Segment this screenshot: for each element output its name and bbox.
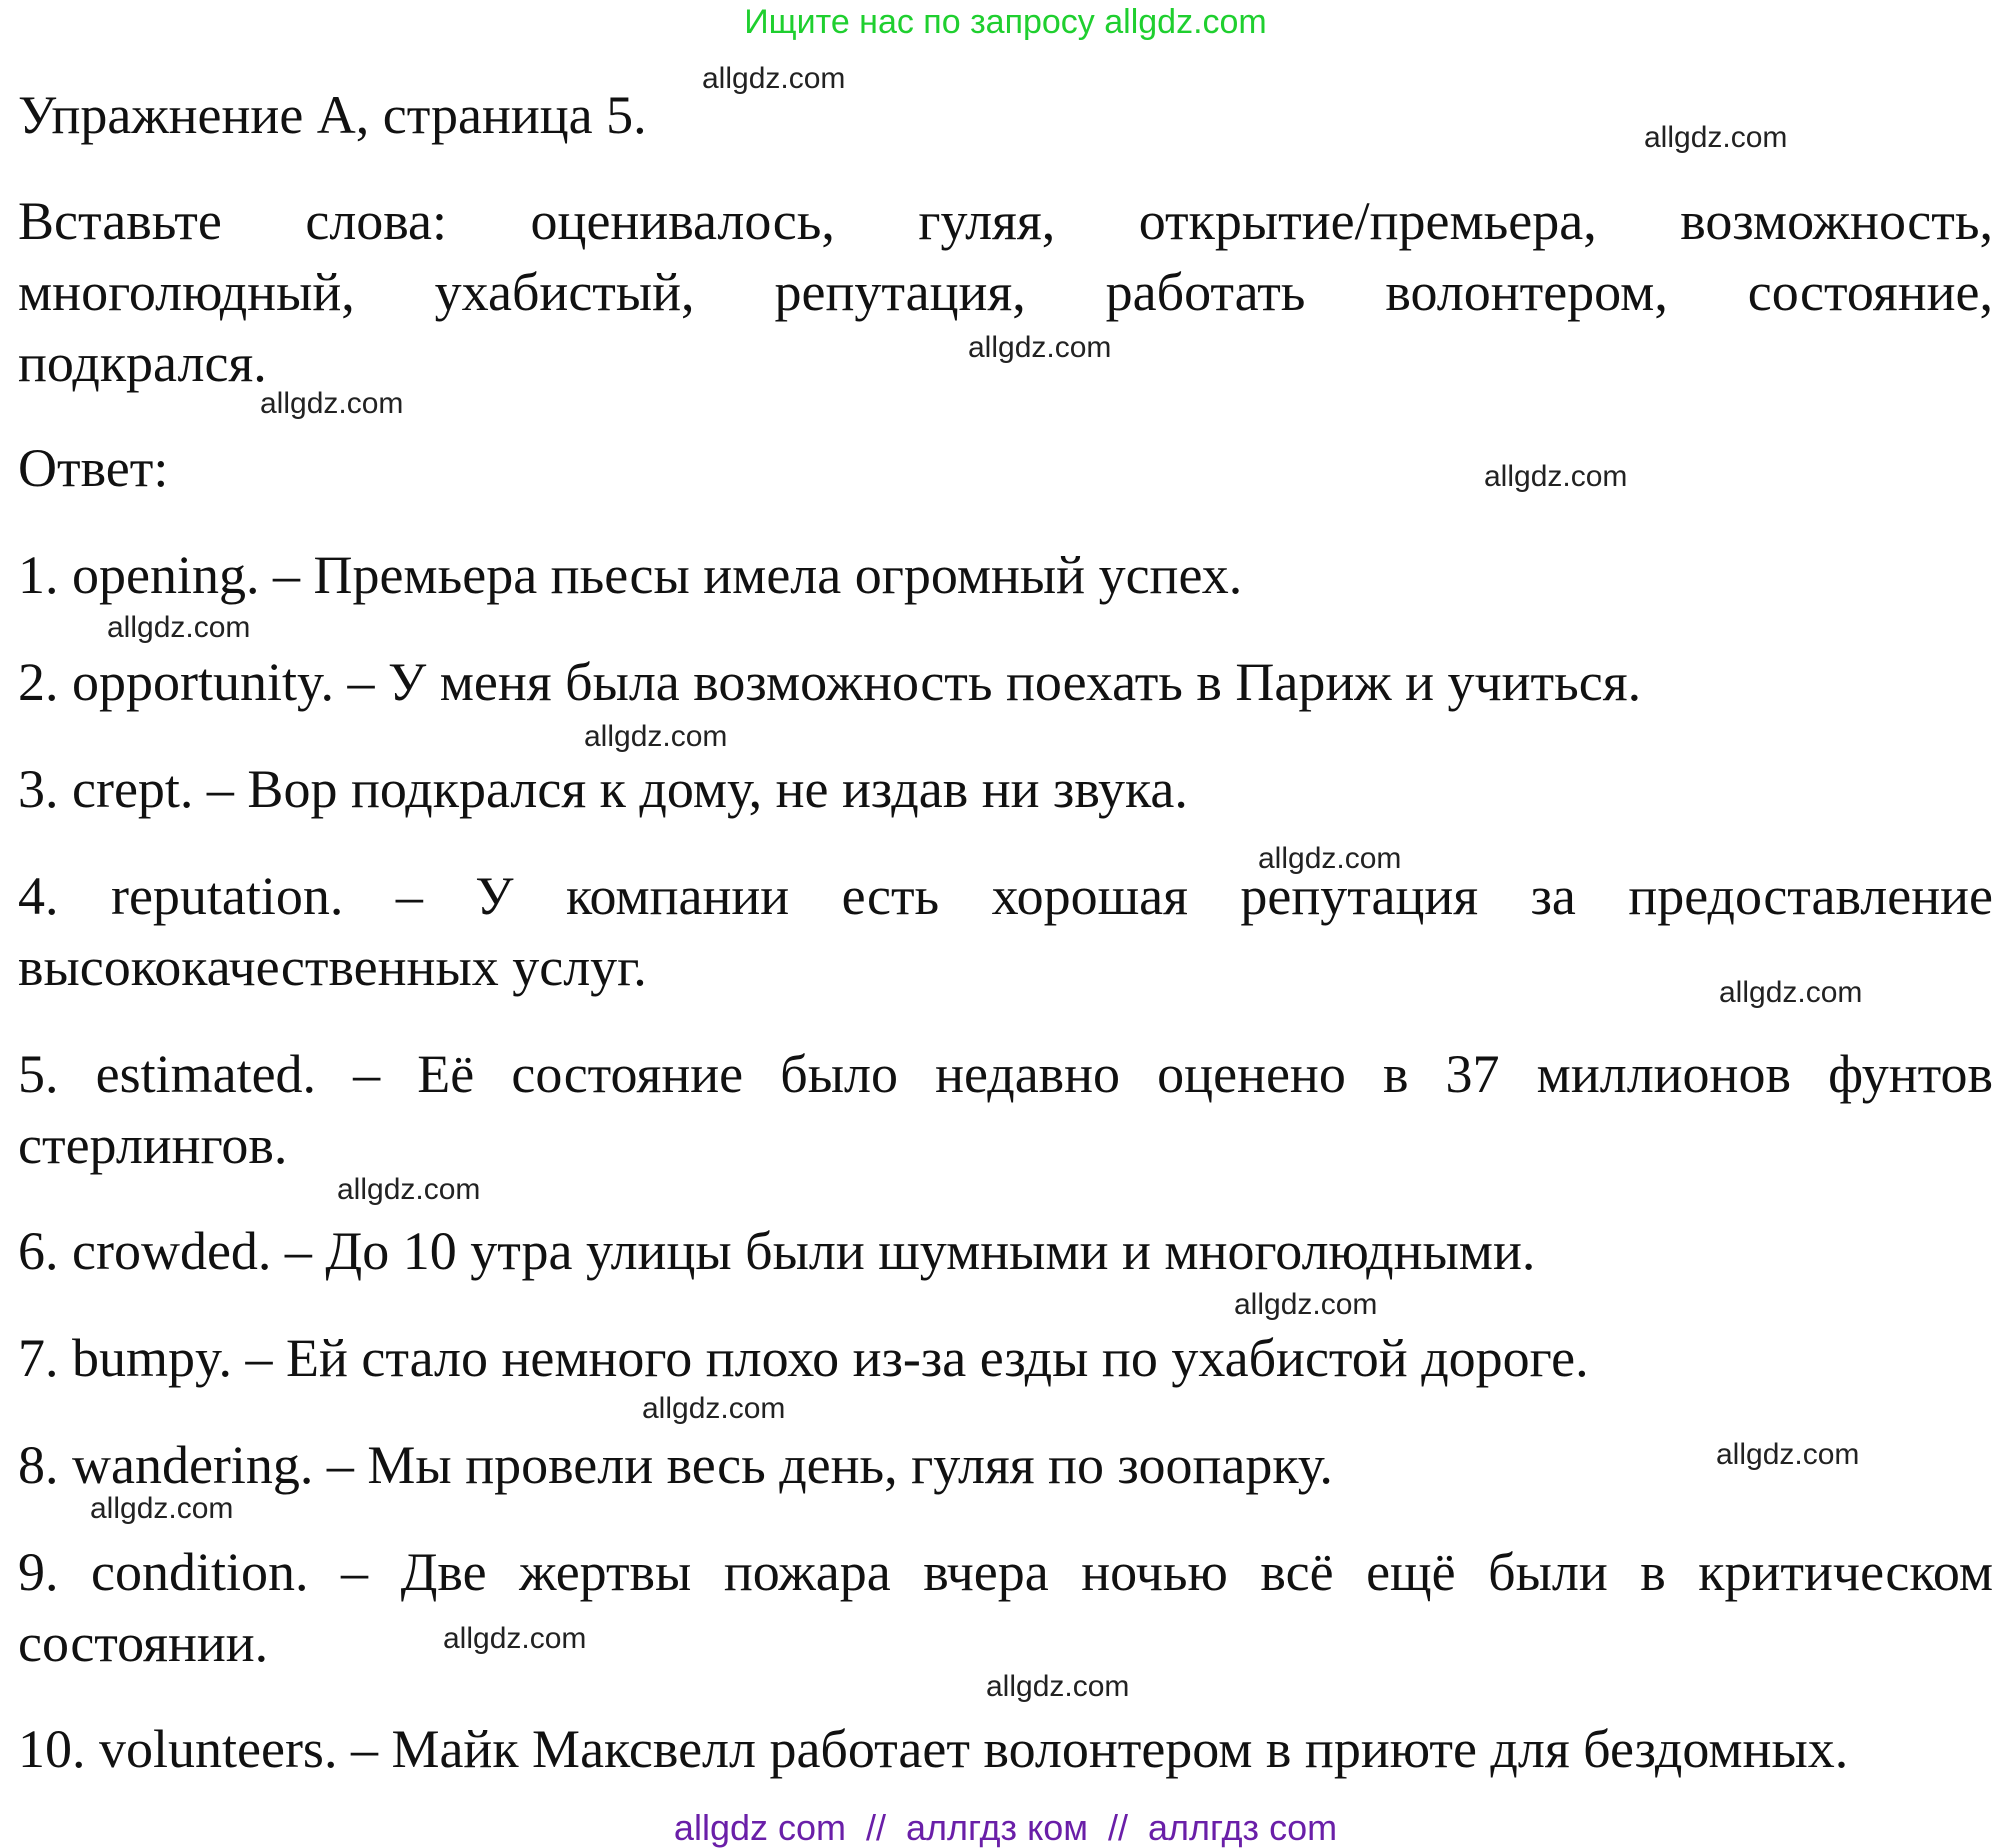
watermark: allgdz.com [702, 62, 846, 95]
answer-9-line-2: состоянии. [18, 1613, 269, 1673]
watermark: allgdz.com [107, 611, 251, 644]
answer-9-line-1: 9. condition. – Две жертвы пожара вчера ночью всё ещё были в критическом [18, 1542, 1993, 1602]
answer-6: 6. crowded. – До 10 утра улицы были шумными и многолюдными. [18, 1221, 1536, 1281]
answer-7: 7. bumpy. – Ей стало немного плохо из-за езды по ухабистой дороге. [18, 1328, 1589, 1388]
watermark: allgdz.com [642, 1392, 786, 1425]
answer-4-line-2: высококачественных услуг. [18, 937, 647, 997]
watermark: allgdz.com [337, 1173, 481, 1206]
exercise-title: Упражнение А, страница 5. [18, 85, 647, 145]
watermark: allgdz.com [1234, 1288, 1378, 1321]
answer-5-line-2: стерлингов. [18, 1115, 288, 1175]
watermark: allgdz.com [260, 387, 404, 420]
watermark: allgdz.com [1644, 121, 1788, 154]
watermark: allgdz.com [584, 720, 728, 753]
answer-3: 3. crept. – Вор подкрался к дому, не издав ни звука. [18, 759, 1188, 819]
watermark: allgdz.com [443, 1622, 587, 1655]
answer-10: 10. volunteers. – Майк Максвелл работает волонтером в приюте для бездомных. [18, 1719, 1849, 1779]
answer-5-line-1: 5. estimated. – Её состояние было недавно оценено в 37 миллионов фунтов [18, 1044, 1993, 1104]
watermark: allgdz.com [90, 1492, 234, 1525]
task-line-2: многолюдный, ухабистый, репутация, работать волонтером, состояние, [18, 262, 1993, 322]
footer-links: allgdz com // аллгдз ком // аллгдз com [673, 1807, 1338, 1848]
task-line-1: Вставьте слова: оценивалось, гуляя, открытие/премьера, возможность, [18, 191, 1993, 251]
answer-label: Ответ: [18, 438, 169, 498]
watermark: allgdz.com [968, 331, 1112, 364]
answer-4-line-1: 4. reputation. – У компании есть хорошая репутация за предоставление [18, 866, 1993, 926]
watermark: allgdz.com [1484, 460, 1628, 493]
watermark: allgdz.com [1719, 976, 1863, 1009]
answer-1: 1. opening. – Премьера пьесы имела огромный успех. [18, 545, 1243, 605]
task-line-3: подкрался. [18, 333, 267, 393]
answer-2: 2. opportunity. – У меня была возможность поехать в Париж и учиться. [18, 652, 1642, 712]
watermark: allgdz.com [986, 1670, 1130, 1703]
watermark: allgdz.com [1258, 842, 1402, 875]
watermark: allgdz.com [1716, 1438, 1860, 1471]
top-banner: Ищите нас по запросу allgdz.com [744, 3, 1267, 41]
answer-8: 8. wandering. – Мы провели весь день, гуляя по зоопарку. [18, 1435, 1333, 1495]
